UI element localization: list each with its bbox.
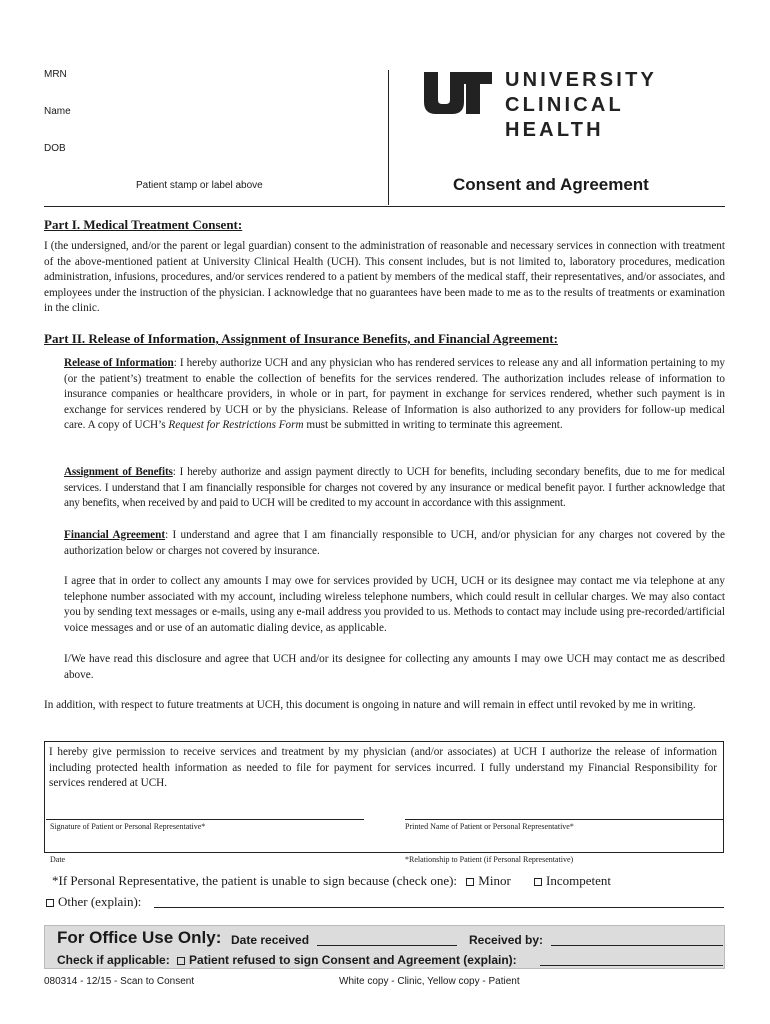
collect-paragraph: I agree that in order to collect any amounts I may owe for services provided by UCH, UCH or its designee may contact me via telephone at any telephone number associated with my account, including wireless telephone numbers, which could result in cellular charges. We may also contact you by sending text messages or e-mails, using any e-mail address you provided to us. Methods to contact may include using pre-recorded/artificial voice messages and or use of an automatic dialing device, as applicable.	[64, 575, 725, 634]
other-label: Other (explain):	[58, 894, 142, 909]
date-label: Date	[50, 855, 66, 864]
mrn-label: MRN	[44, 69, 67, 80]
assignment-label: Assignment of Benefits	[64, 466, 173, 478]
assignment-paragraph: Assignment of Benefits: I hereby authorize and assign payment directly to UCH for benefits, including secondary benefits, due to me for medical services. I understand that I am financially responsible for charges not covered by any insurance or medical benefit payor. I further acknowledge that any benefits, when received by and paid to UCH will be credited to my account in accordance with this assignment.	[64, 466, 725, 510]
label-divider	[388, 70, 389, 205]
refused-label: Patient refused to sign Consent and Agreement (explain):	[189, 953, 517, 967]
rep-question: *If Personal Representative, the patient is unable to sign because (check one):	[52, 873, 458, 888]
signature-line[interactable]	[46, 819, 364, 820]
release-paragraph: Release of Information: I hereby authorize UCH and any physician who has rendered services to release any and all information pertaining to my (or the patient’s) treatment to enable the collection of benefits for the services rendered. The authorization includes release of information to insurance companies or healthcare providers, in whole or in part, for payment in exchange for services rendered, whether such payment is in exchange for services rendered by UCH or by the physicians. Release of Information is also authorized to any providers for follow-up medical care. A copy of UCH’s Request for Restrictions Form must be submitted in writing to terminate this agreement.	[64, 357, 726, 432]
refused-checkbox[interactable]	[177, 957, 185, 965]
incompetent-label: Incompetent	[546, 873, 612, 888]
release-text-a: I hereby authorize UCH and any physician who has rendered services to release any and all information pertaining to my (or the patient’s) treatment to enable the collection of benefits for the services rendered. The authorization includes release of information to insurance companies or healthcare providers, in whole or in part, for payment in exchange for services rendered, whether such payment is in exchange for services rendered by UCH or by the physicians. Release of Information is also authorized to any providers for follow-up medical care. A copy of UCH’s	[64, 357, 726, 432]
received-by-label: Received by:	[469, 933, 544, 947]
ongoing-paragraph: In addition, with respect to future treatments at UCH, this document is ongoing in nature and will remain in effect until revoked by me in writing.	[44, 699, 696, 711]
stamp-caption: Patient stamp or label above	[136, 180, 263, 191]
release-form-name: Request for Restrictions Form	[168, 419, 304, 432]
name-label: Name	[44, 106, 71, 117]
logo-line-3: HEALTH	[505, 119, 604, 141]
part2-heading: Part II. Release of Information, Assignment of Insurance Benefits, and Financial Agreement:	[44, 331, 558, 346]
relationship-label: *Relationship to Patient (if Personal Representative)	[405, 855, 574, 864]
release-label: Release of Information	[64, 357, 174, 369]
part1-text: I (the undersigned, and/or the parent or legal guardian) consent to the administration of reasonable and necessary services in connection with treatment of the above-mentioned patient at University Clinical Health (UCH). This consent includes, but is not limited to, laboratory procedures, medication administration, infusions, procedures, and/or services rendered to a patient by members of the medical staff, their representatives, and/or associates, and employees under the instruction of the physician. I acknowledge that no guarantees have been made to me as to the results of treatments or examination in the clinic.	[44, 240, 725, 315]
refused-row	[57, 953, 517, 967]
other-row	[46, 894, 141, 910]
header-rule	[44, 206, 725, 207]
logo-line-1: UNIVERSITY	[505, 69, 658, 91]
relationship-line[interactable]	[405, 852, 723, 853]
permission-text: I hereby give permission to receive services and treatment by my physician (and/or associates) at UCH I authorize the release of information including protected health information as needed to file for payment for services incurred. I fully understand my Financial Responsibility for services rendered at UCH.	[49, 746, 717, 790]
minor-label: Minor	[478, 873, 511, 888]
date-received-line[interactable]	[317, 945, 457, 946]
part1-heading: Part I. Medical Treatment Consent:	[44, 217, 243, 232]
release-text-b: must be submitted in writing to terminate this agreement.	[303, 419, 563, 432]
minor-checkbox[interactable]	[466, 878, 474, 886]
printed-name-line[interactable]	[405, 819, 723, 820]
assignment-text: I hereby authorize and assign payment directly to UCH for benefits, including secondary benefits, due to me for medical services. I understand that I am financially responsible for charges not covered by any insurance or medical benefit payor. I further acknowledge that any benefits, when received by and paid to UCH will be credited to my account in accordance with this assignment.	[64, 466, 725, 510]
financial-paragraph: Financial Agreement: I understand and agree that I am financially responsible to UCH, and/or physician for any charges not covered by the authorization below or charges not covered by insurance.	[64, 529, 725, 557]
financial-label: Financial Agreement	[64, 529, 166, 541]
form-id: 080314 - 12/15 - Scan to Consent	[44, 976, 195, 987]
disclosure-paragraph: I/We have read this disclosure and agree that UCH and/or its designee for collecting any amounts I may owe UCH may contact me as described above.	[64, 653, 725, 681]
received-by-line[interactable]	[551, 945, 723, 946]
office-title: For Office Use Only:	[57, 928, 222, 947]
logo-wordmark	[505, 68, 657, 143]
logo-line-2: CLINICAL	[505, 94, 624, 116]
other-checkbox[interactable]	[46, 899, 54, 907]
ut-logo-icon	[424, 72, 492, 114]
dob-label: DOB	[44, 143, 66, 154]
office-use-box	[44, 925, 725, 969]
incompetent-checkbox[interactable]	[534, 878, 542, 886]
signature-label: Signature of Patient or Personal Representative*	[50, 822, 206, 831]
refused-explain-line[interactable]	[540, 965, 723, 966]
date-line[interactable]	[46, 852, 364, 853]
date-received-label: Date received	[231, 933, 310, 947]
printed-name-label: Printed Name of Patient or Personal Representative*	[405, 822, 574, 831]
document-title: Consent and Agreement	[453, 175, 649, 194]
other-explain-line[interactable]	[154, 907, 724, 908]
rep-question-row	[52, 873, 611, 889]
financial-text: I understand and agree that I am financially responsible to UCH, and/or physician for any charges not covered by the authorization below or charges not covered by insurance.	[64, 529, 725, 557]
copy-distribution: White copy - Clinic, Yellow copy - Patient	[339, 976, 520, 987]
check-applicable-label: Check if applicable:	[57, 953, 170, 967]
authorization-box	[44, 741, 724, 853]
